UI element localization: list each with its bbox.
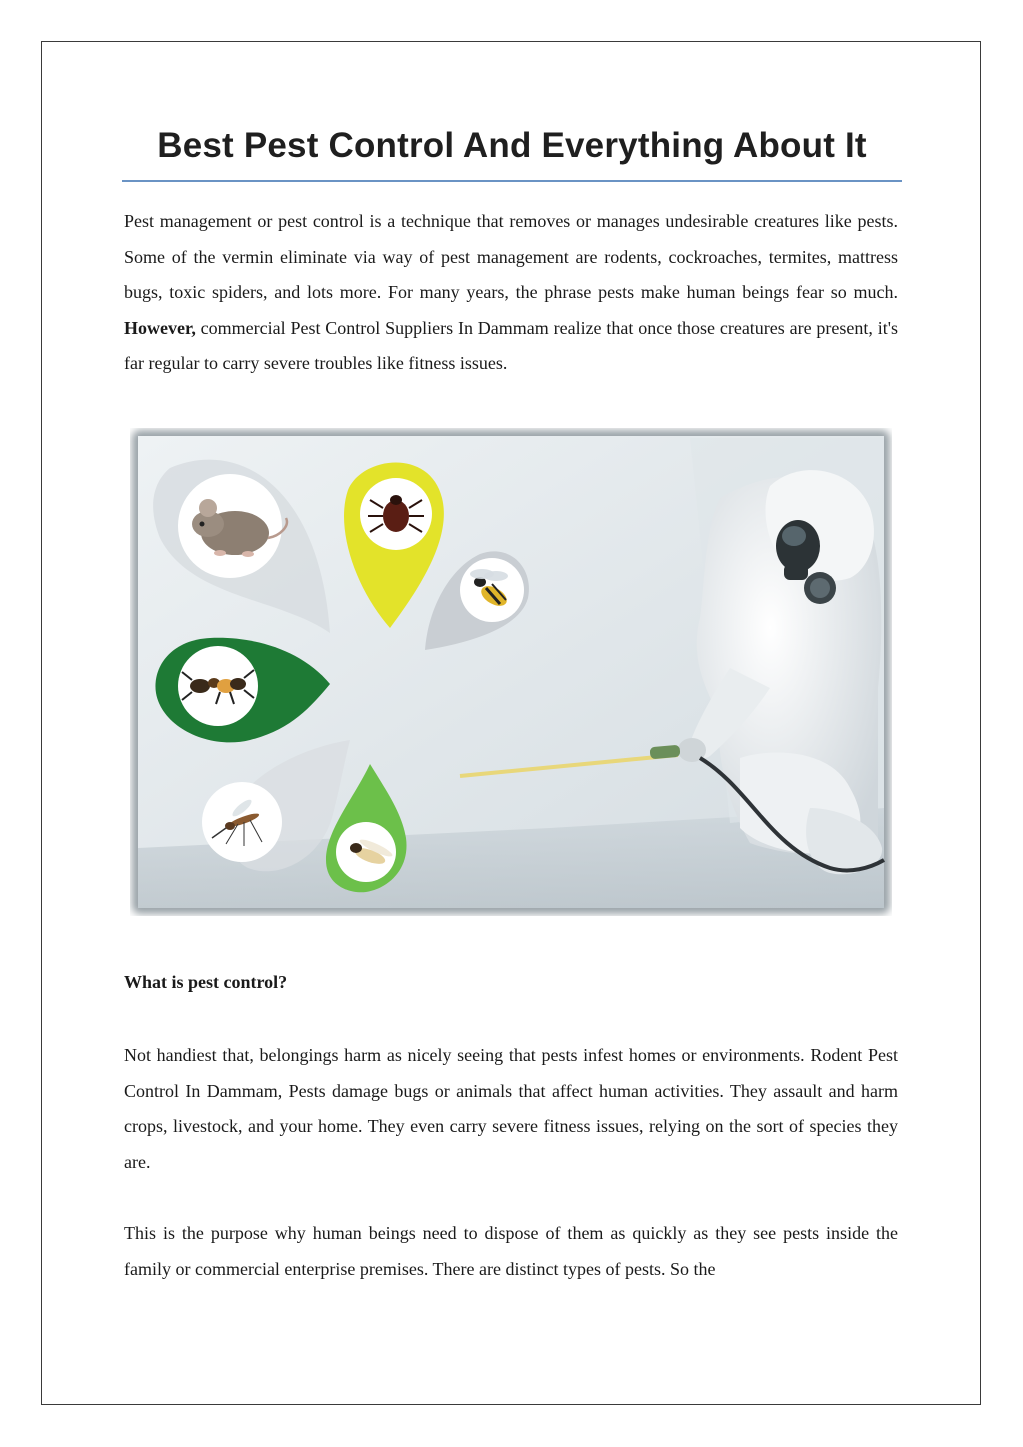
section-heading: What is pest control? [124, 972, 288, 992]
intro-text-1: Pest management or pest control is a technique that removes or manages undesirable creatures like pests. Some of the vermin eliminate via way of pest management are rodents, cockroaches, termites, mattress bugs, toxic spiders, and lots more. For many years, the phrase pests make human beings fear so much. [124, 211, 898, 303]
intro-paragraph [124, 204, 898, 382]
paragraph-2: Not handiest that, belongings harm as nicely seeing that pests infest homes or environments. Rodent Pest Control In Dammam, Pests damage bugs or animals that affect human activities. They assault and harm crops, livestock, and your home. They even carry severe fitness issues, relying on the sort of species they are. [124, 1045, 898, 1172]
page-title: Best Pest Control And Everything About It [157, 126, 867, 165]
hero-image [130, 428, 892, 916]
paragraph-3: This is the purpose why human beings need to dispose of them as quickly as they see pests inside the family or commercial enterprise premises. There are distinct types of pests. So the [124, 1223, 898, 1279]
title-underline [122, 180, 902, 182]
intro-text-2: commercial Pest Control Suppliers In Dammam realize that once those creatures are present, it's far regular to carry severe troubles like fitness issues. [124, 317, 898, 374]
intro-bold-word: However, [124, 317, 196, 338]
